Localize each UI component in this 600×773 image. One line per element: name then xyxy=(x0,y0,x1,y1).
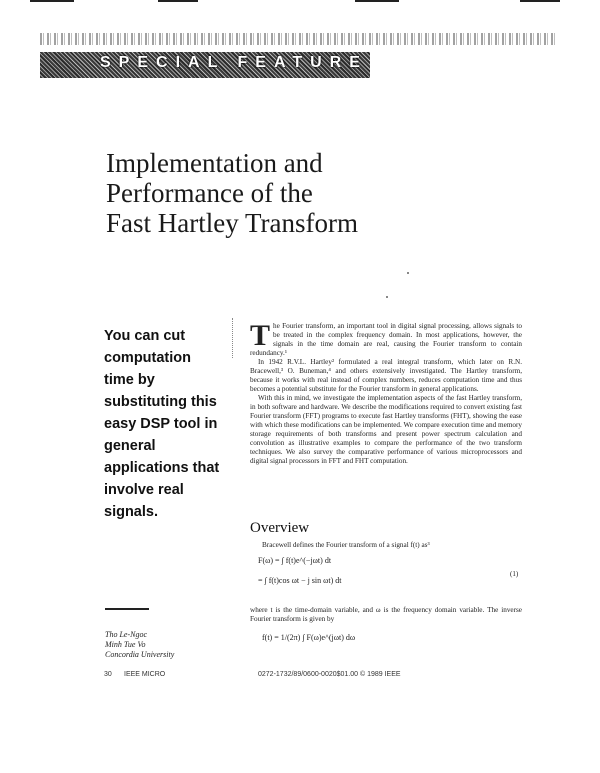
pull-quote: You can cut computation time by substituting this easy DSP tool in general applications that involve real signals. xyxy=(104,328,220,520)
scan-mark-top xyxy=(520,0,560,2)
scan-noise-strip xyxy=(40,33,555,45)
body-paragraph: With this in mind, we investigate the implementation aspects of the fast Hartley transform, in both software and hardware. We describe the modifications required to convert existing fast Fourier transform (FFT) programs to execute fast Hartley transforms (FHT), showing the ease with which these modifications can be implemented. We compare execution time and memory storage requirements of both transforms and present power spectrum calculation and convolution as illustrative examples to compare the performance of the two transform techniques. We also survey the comparative performance of various microprocessors and digital signal processors in FFT and FHT computation. xyxy=(250,394,522,465)
author-name: Minh Tue Vo xyxy=(105,640,146,649)
equation-1-line-1: F(ω) = ∫ f(t)e^(−jωt) dt xyxy=(258,556,332,565)
page-number: 30 xyxy=(104,671,112,678)
equation-number: (1) xyxy=(510,570,519,578)
section-intro: Bracewell defines the Fourier transform of a signal f(t) as³ xyxy=(262,541,430,549)
author-block xyxy=(105,630,174,660)
section-heading: Overview xyxy=(250,520,310,536)
title-line: Fast Hartley Transform xyxy=(106,208,358,238)
equation-1-line-2: = ∫ f(t)cos ωt − j sin ωt) dt xyxy=(258,576,342,585)
body-paragraph: In 1942 R.V.L. Hartley² formulated a real integral transform, which later on R.N. Bracewell,³ O. Buneman,⁴ and others extensively investigated. The Hartley transform, because it works with real instead of complex numbers, reduces computation time and thus becomes a potential substitute for the Fourier transform in general applications. xyxy=(250,358,522,393)
article-title xyxy=(106,148,466,238)
scan-mark-top xyxy=(158,0,198,2)
author-affiliation: Concordia University xyxy=(105,650,175,659)
scan-mark-top xyxy=(355,0,399,2)
where-paragraph: where t is the time-domain variable, and ω is the frequency domain variable. The inverse Fourier transform is given by xyxy=(250,606,522,623)
equation-2: f(t) = 1/(2π) ∫ F(ω)e^(jωt) dω xyxy=(262,633,356,642)
author-rule xyxy=(105,608,149,610)
author-name: Tho Le-Ngoc xyxy=(105,630,147,639)
body-paragraph: he Fourier transform, an important tool in digital signal processing, allows signals to be treated in the complex frequency domain. In most applications, however, the signals in the time domain are real, causing the Fourier transform to contain redundancy.¹ xyxy=(250,322,522,357)
column-divider xyxy=(232,318,233,358)
title-line: Performance of the xyxy=(106,178,313,208)
title-line: Implementation and xyxy=(106,148,323,178)
journal-name: IEEE MICRO xyxy=(124,671,166,678)
drop-cap: T xyxy=(250,319,271,352)
scan-mark-top xyxy=(30,0,74,2)
article-body xyxy=(250,319,522,466)
copyright-line: 0272-1732/89/0600-0020$01.00 © 1989 IEEE xyxy=(258,671,401,678)
scan-speck xyxy=(386,296,388,298)
scan-speck xyxy=(407,272,409,274)
special-feature-label: SPECIAL FEATURE xyxy=(100,54,368,71)
